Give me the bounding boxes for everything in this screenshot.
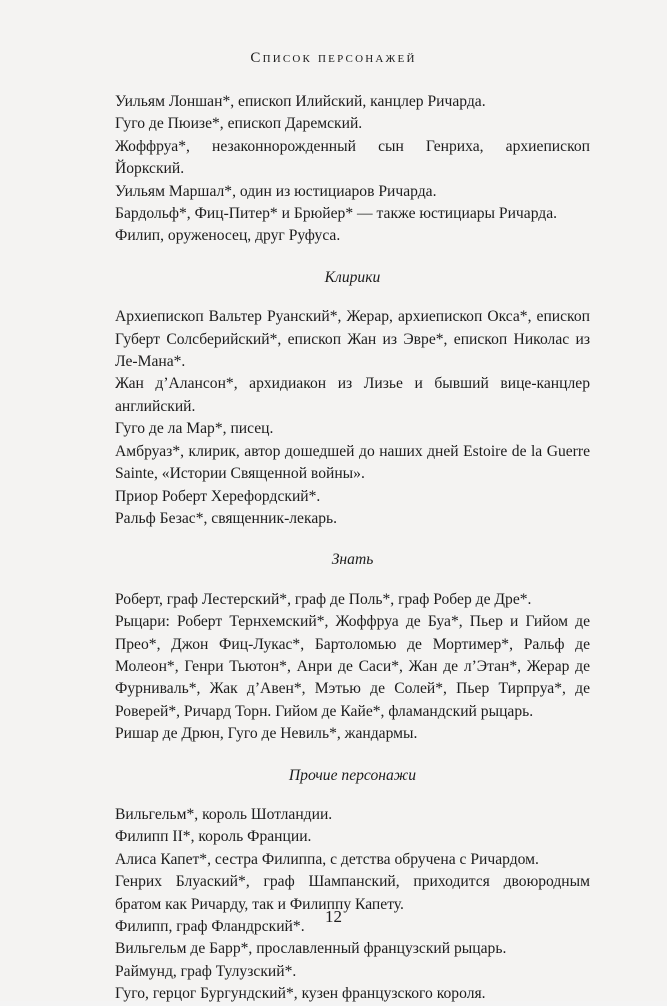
list-entry: Жан д’Алансон*, архидиакон из Лизье и бывший вице-канцлер английский.: [115, 375, 590, 415]
list-entry: Рыцари: Роберт Тернхемский*, Жоффруа де Буа*, Пьер и Гийом де Прео*, Джон Фиц-Лукас*, Бартоломью де Мортимер*, Ральф де Молеон*, Генри Тьютон*, Анри де Саси*, Жан де л’Этан*, Жерар де Фурниваль*, Жак д’Авен*, Мэтью де Солей*, Пьер Тирпруа*, де Роверей*, Ричард Торн. Гийом де Кайе*, фламандский рыцарь.: [115, 613, 590, 720]
list-entry: Вильгельм де Барр*, прославленный французский рыцарь.: [115, 940, 507, 958]
list-entry: Жоффруа*, незаконнорожденный сын Генриха, архиепископ Йоркский.: [115, 137, 590, 178]
list-entry: Вильгельм*, король Шотландии.: [115, 805, 333, 823]
list-entry: Ральф Безас*, священник-лекарь.: [115, 509, 338, 527]
list-entry: Ришар де Дрюн, Гуго де Невиль*, жандармы.: [115, 725, 418, 743]
list-entry: Филипп, граф Фландрский*.: [115, 918, 305, 935]
list-entry: Уильям Маршал*, один из юстициаров Ричарда.: [115, 182, 437, 200]
list-entry: Филипп II*, король Франции.: [115, 828, 312, 846]
list-entry: Гуго де Пюизе*, епископ Даремский.: [115, 115, 363, 133]
list-entry: Гуго де ла Мар*, писец.: [115, 420, 274, 438]
character-list: [115, 91, 590, 1006]
section-heading: Прочие персонажи: [288, 766, 417, 784]
list-entry: Гуго, герцог Бургундский*, кузен французского короля.: [115, 985, 486, 1003]
list-entry: Генрих Блуаский*, граф Шампанский, приходится двоюродным братом как Ричарду, так и Филиппу Капету.: [115, 873, 590, 913]
running-head: Список персонажей: [250, 50, 417, 66]
section-heading: Клирики: [324, 268, 381, 286]
section-nobility: [115, 549, 590, 745]
list-entry: Бардольф*, Фиц-Питер* и Брюйер* — также юстициары Ричарда.: [115, 205, 558, 223]
section-clergy: [115, 267, 590, 530]
page-number: 12: [325, 907, 342, 926]
section-court: [115, 91, 590, 248]
section-other: [115, 765, 590, 1006]
list-entry: Алиса Капет*, сестра Филиппа, с детства обручена с Ричардом.: [115, 850, 539, 868]
list-entry: Архиепископ Вальтер Руанский*, Жерар, архиепископ Окса*, епископ Губерт Солсберийский*, епископ Жан из Эвре*, епископ Николас из Ле-Мана*.: [115, 308, 590, 371]
section-heading: Знать: [331, 551, 374, 569]
list-entry: Роберт, граф Лестерский*, граф де Поль*, граф Робер де Дре*.: [115, 590, 532, 608]
list-entry: Амбруаз*, клирик, автор дошедшей до наших дней Estoire de la Guerre Sainte, «Истории Священной войны».: [115, 442, 590, 483]
list-entry: Раймунд, граф Тулузский*.: [115, 962, 297, 980]
list-entry: Уильям Лоншан*, епископ Илийский, канцлер Ричарда.: [115, 93, 486, 110]
list-entry: Приор Роберт Херефордский*.: [115, 487, 321, 505]
list-entry: Филип, оруженосец, друг Руфуса.: [115, 227, 341, 245]
